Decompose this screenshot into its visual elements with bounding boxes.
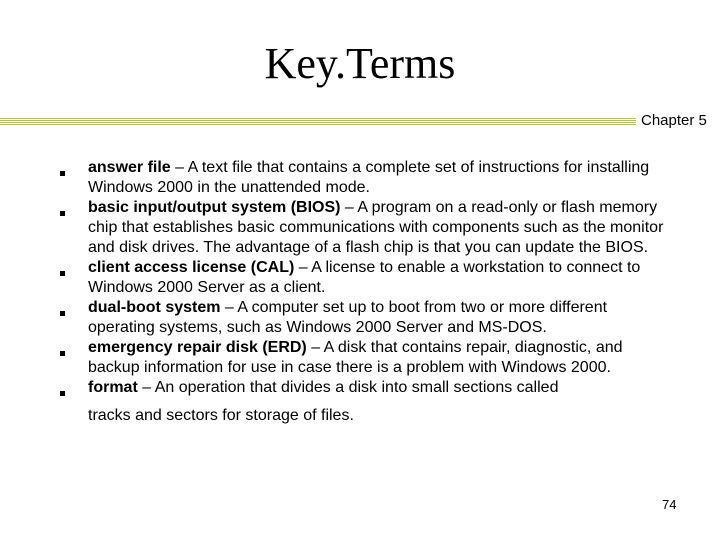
list-item [88, 198, 678, 258]
term-name: basic input/output system (BIOS) [88, 199, 341, 216]
term-definition-continued: tracks and sectors for storage of files. [88, 407, 354, 424]
term-definition: A license to enable a workstation to connect to Windows 2000 Server as a client. [88, 259, 641, 296]
term-definition: An operation that divides a disk into small sections called [154, 379, 559, 396]
title-divider [0, 118, 636, 126]
term-name: answer file [88, 159, 171, 176]
bullet-icon [60, 271, 65, 276]
chapter-label: Chapter 5 [641, 112, 707, 129]
term-definition: A text file that contains a complete set of instructions for installing Windows 2000 in the unattended mode. [88, 159, 650, 196]
list-item [88, 338, 678, 378]
term-separator: – [220, 299, 238, 316]
list-item [88, 158, 678, 198]
term-name: dual-boot system [88, 299, 221, 316]
term-name: client access license (CAL) [88, 259, 295, 276]
term-name: emergency repair disk (ERD) [88, 339, 307, 356]
terms-list [0, 158, 720, 426]
bullet-icon [60, 311, 65, 316]
term-definition: A disk that contains repair, diagnostic, and backup information for use in case there is a problem with Windows 2000. [88, 339, 623, 376]
bullet-icon [60, 351, 65, 356]
term-separator: – [340, 199, 358, 216]
list-item [88, 298, 678, 338]
list-item [88, 378, 678, 426]
term-separator: – [170, 159, 188, 176]
term-separator: – [306, 339, 324, 356]
page-number: 74 [662, 497, 677, 512]
bullet-icon [60, 391, 65, 396]
slide-title: Key.Terms [264, 39, 456, 88]
term-name: format [88, 379, 138, 396]
list-item [88, 258, 678, 298]
term-definition: A program on a read-only or flash memory chip that establishes basic communications with components such as the monitor and disk drives. The advantage of a flash chip is that you can update the BIOS. [88, 199, 664, 256]
term-separator: – [137, 379, 155, 396]
bullet-icon [60, 211, 65, 216]
term-definition: A computer set up to boot from two or more different operating systems, such as Windows 2000 Server and MS-DOS. [88, 299, 608, 336]
term-separator: – [294, 259, 312, 276]
bullet-icon [60, 171, 65, 176]
